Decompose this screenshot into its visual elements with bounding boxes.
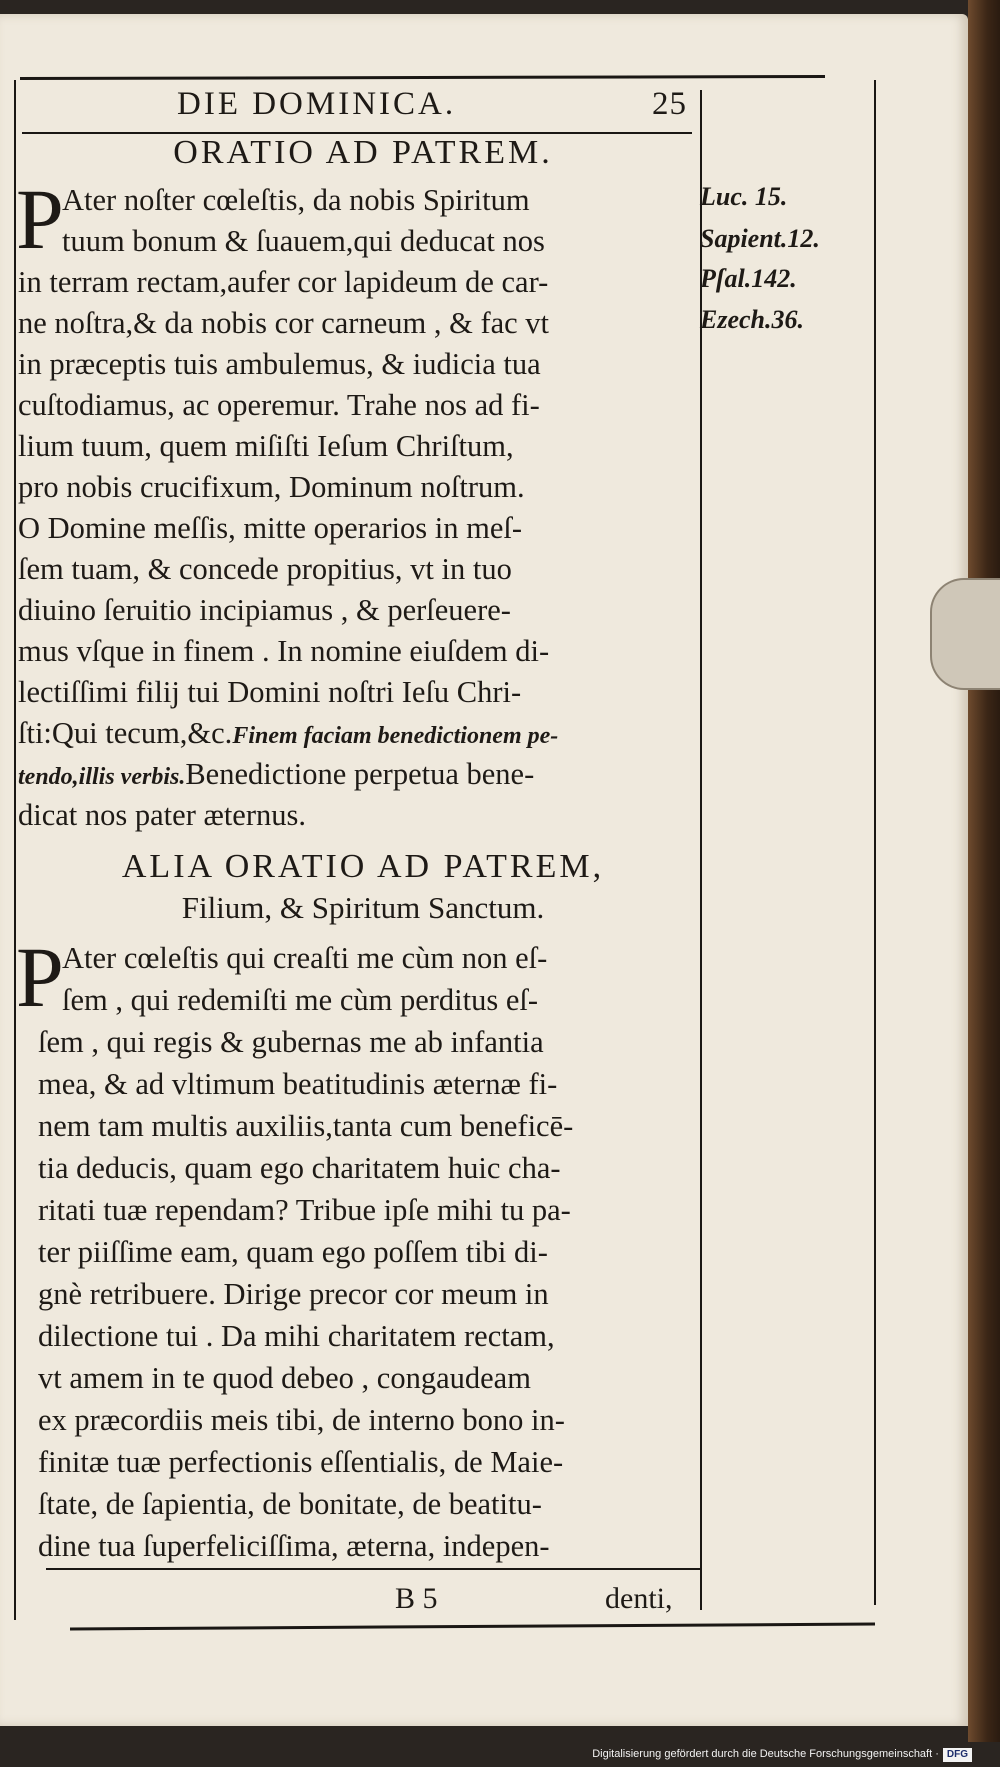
section-heading: ORATIO AD PATREM.: [173, 134, 553, 171]
text-line: vt amem in te quod debeo , congaudeam: [38, 1361, 531, 1395]
margin-note: Ezech.36.: [700, 305, 804, 334]
text-line: ſti:Qui tecum,&c.Finem faciam benedictionem pe-: [18, 716, 559, 750]
text-line: in præceptis tuis ambulemus, & iudicia tua: [18, 347, 541, 381]
drop-capital: P: [16, 171, 64, 267]
digitization-footer: [0, 1742, 1000, 1767]
margin-note: Luc. 15.: [700, 182, 788, 211]
text-line: lium tuum, quem miſiſti Ieſum Chriſtum,: [18, 429, 514, 463]
text-line: ſtate, de ſapientia, de bonitate, de beatitu-: [38, 1487, 542, 1521]
text-line: cuſtodiamus, ac operemur. Trahe nos ad fi-: [18, 388, 540, 422]
text-line: mus vſque in finem . In nomine eiuſdem di-: [18, 634, 550, 668]
text-line: dine tua ſuperfeliciſſima, æterna, indepen-: [38, 1529, 550, 1563]
section-heading: ALIA ORATIO AD PATREM,: [121, 848, 605, 885]
signature-mark: B 5: [395, 1582, 438, 1615]
section-subheading: Filium, & Spiritum Sanctum.: [181, 890, 545, 925]
left-rule: [14, 80, 16, 1620]
text-line: mea, & ad vltimum beatitudinis æternæ fi-: [38, 1067, 558, 1101]
text-line: dilectione tui . Da mihi charitatem rectam,: [38, 1319, 555, 1353]
text-line: ſem , qui regis & gubernas me ab infantia: [38, 1025, 544, 1059]
text-line: pro nobis crucifixum, Dominum noſtrum.: [18, 470, 525, 504]
running-header: [22, 86, 702, 130]
footer-rule: [46, 1568, 702, 1570]
text-line: ter piiſſime eam, quam ego poſſem tibi di-: [38, 1235, 548, 1269]
text-line: nem tam multis auxiliis,tanta cum beneficē-: [38, 1109, 574, 1143]
margin-right-rule: [874, 80, 876, 1605]
text-line: ſem tuam, & concede propitius, vt in tuo: [18, 552, 512, 586]
text-line: ſem , qui redemiſti me cùm perditus eſ-: [62, 983, 539, 1017]
text-line: tia deducis, quam ego charitatem huic cha-: [38, 1151, 561, 1185]
margin-note: Sapient.12.: [700, 224, 820, 253]
text-line: dicat nos pater æternus.: [18, 798, 306, 832]
margin-note: Pſal.142.: [700, 264, 797, 293]
text-line: lectiſſimi filij tui Domini noſtri Ieſu Chri-: [18, 675, 522, 709]
text-line: tendo,illis verbis.Benedictione perpetua bene-: [18, 757, 535, 791]
book-edge: [968, 0, 1000, 1767]
text-line: gnè retribuere. Dirige precor cor meum in: [38, 1277, 549, 1311]
page-clasp: [930, 578, 1000, 690]
dfg-logo: DFG: [943, 1748, 972, 1762]
digitization-note: Digitalisierung gefördert durch die Deutsche Forschungsgemeinschaft ·: [592, 1748, 939, 1760]
page-number: 25: [652, 86, 687, 122]
text-line: ne noſtra,& da nobis cor carneum , & fac vt: [18, 306, 550, 340]
text-line: ex præcordiis meis tibi, de interno bono in-: [38, 1403, 565, 1437]
text-line: in terram rectam,aufer cor lapideum de car-: [18, 265, 549, 299]
text-line: Ater noſter cœleſtis, da nobis Spiritum: [62, 183, 530, 217]
running-title: DIE DOMINICA.: [177, 86, 457, 122]
text-line: diuino ſeruitio incipiamus , & perſeuere-: [18, 593, 511, 627]
text-line: O Domine meſſis, mitte operarios in meſ-: [18, 511, 522, 545]
text-line: Ater cœleſtis qui creaſti me cùm non eſ-: [62, 941, 548, 975]
text-line: ritati tuæ rependam? Tribue ipſe mihi tu pa-: [38, 1193, 571, 1227]
drop-capital: P: [16, 929, 64, 1025]
catchword: denti,: [605, 1582, 673, 1615]
text-line: tuum bonum & ſuauem,qui deducat nos: [62, 224, 545, 258]
text-line: finitæ tuæ perfectionis eſſentialis, de Maie-: [38, 1445, 564, 1479]
